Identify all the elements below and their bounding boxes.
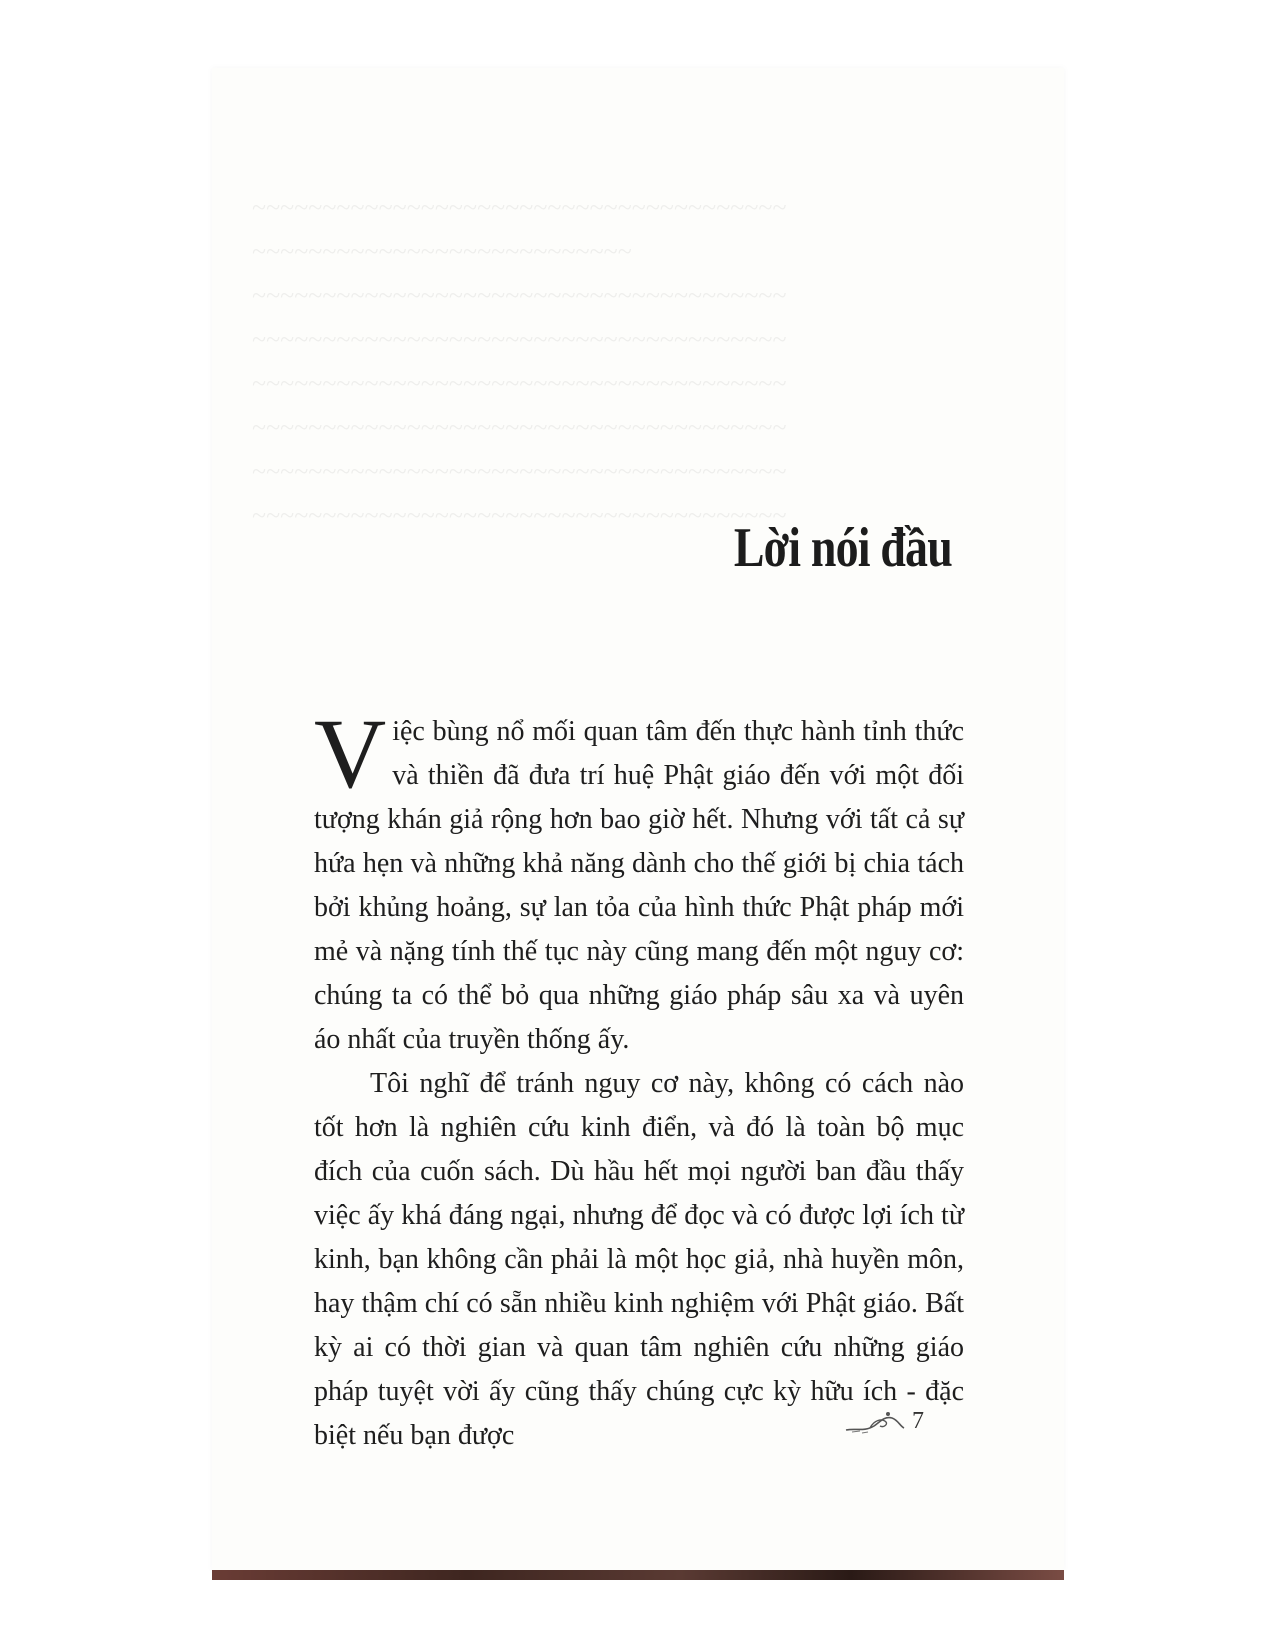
drop-cap: V xyxy=(314,698,387,809)
ornament-icon xyxy=(844,1406,906,1436)
paragraph-text: iệc bùng nổ mối quan tâm đến thực hành tỉnh thức và thiền đã đưa trí huệ Phật giáo đến với một đối tượng khán giả rộng hơn bao giờ hết. Nhưng với tất cả sự hứa hẹn và những khả năng dành cho thế giới bị chia tách bởi khủng hoảng, sự lan tỏa của hình thức Phật pháp mới mẻ và nặng tính thế tục này cũng mang đến một nguy cơ: chúng ta có thể bỏ qua những giáo pháp sâu xa và uyên áo nhất của truyền thống ấy. xyxy=(314,716,964,1055)
bleed-through-text: ~~~~~~~~~~~~~~~~~~~~~~~~~~~~~~~~~~~~~~ ~~~~~~~~~~~~~~~~~~~~~~~~~~~ ~~~~~~~~~~~~~~~~~~~~~~~~~~~~~~~~~~~~~~ ~~~~~~~~~~~~~~~~~~~~~~~~~~~~~~~~~~~~~~ ~~~~~~~~~~~~~~~~~~~~~~~~~~~~~~~~~~~~~~ ~~~~~~~~~~~~~~~~~~~~~~~~~~~~~~~~~~~~~~ ~~~~~~~~~~~~~~~~~~~~~~~~~~~~~~~~~~~~~~ ~~~~~~~~~~~~~~~~~~~~~~~~~~~~~~~~~~~~~~ xyxy=(252,193,787,530)
body-text xyxy=(314,698,964,1458)
book-page xyxy=(212,68,1064,1570)
page-edge xyxy=(212,1570,1064,1580)
paragraph xyxy=(314,698,964,1062)
page-number: 7 xyxy=(912,1408,924,1434)
paragraph: Tôi nghĩ để tránh nguy cơ này, không có cách nào tốt hơn là nghiên cứu kinh điển, và đó là toàn bộ mục đích của cuốn sách. Dù hầu hết mọi người ban đầu thấy việc ấy khá đáng ngại, nhưng để đọc và có được lợi ích từ kinh, bạn không cần phải là một học giả, nhà huyền môn, hay thậm chí có sẵn nhiều kinh nghiệm với Phật giáo. Bất kỳ ai có thời gian và quan tâm nghiên cứu những giáo pháp tuyệt vời ấy cũng thấy chúng cực kỳ hữu ích - đặc biệt nếu bạn được xyxy=(314,1068,964,1451)
page-footer xyxy=(844,1406,934,1436)
chapter-title: Lời nói đầu xyxy=(733,517,952,579)
